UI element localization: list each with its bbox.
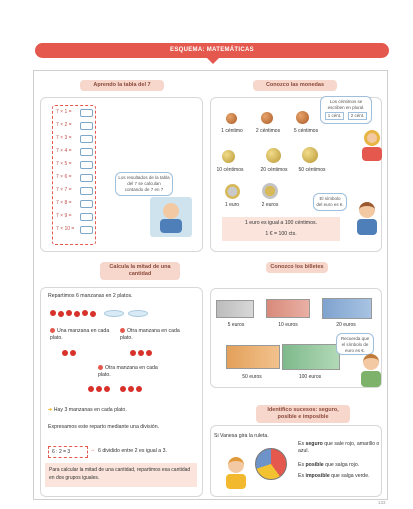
coin-50-cent	[302, 147, 318, 163]
apple-mark	[130, 350, 136, 356]
answer-box[interactable]	[80, 174, 93, 182]
bill-20-euros	[322, 298, 372, 319]
event-impossible-post: que salga verde.	[329, 473, 370, 479]
page-number: 133	[378, 500, 386, 505]
equivalence-line-2: 1 € = 100 cts.	[265, 231, 297, 237]
bill-50-euros	[226, 345, 280, 369]
result-line	[48, 407, 198, 414]
half-title: Calcula la mitad de una cantidad	[100, 262, 180, 280]
boy-thinking-illustration	[150, 197, 192, 237]
half-rule-note: Para calcular la mitad de una cantidad, repartimos esa cantidad en dos grupos iguales.	[45, 463, 197, 487]
coin-label: 1 céntimo	[221, 128, 243, 134]
coin-1-euro	[225, 184, 240, 199]
table-row: 7 × 10 =	[56, 226, 75, 232]
event-possible	[298, 462, 380, 469]
bill-100-euros	[282, 344, 340, 370]
step-bullet	[50, 328, 55, 333]
euro-symbol-bubble: El símbolo del euro es €.	[313, 193, 347, 211]
step-3-text: Otra manzana en cada plato.	[98, 365, 158, 378]
table-row: 7 × 6 =	[56, 174, 72, 180]
step-1-text: Una manzana en cada plato.	[50, 328, 110, 341]
table-row: 7 × 5 =	[56, 161, 72, 167]
table-row: 7 × 8 =	[56, 200, 72, 206]
bills-euro-bubble: Recuerda que el símbolo de euro es €.	[336, 333, 374, 355]
step-2-text: Otra manzana en cada plato.	[120, 328, 180, 341]
apple-mark	[70, 350, 76, 356]
coin-label: 10 céntimos	[216, 167, 244, 173]
table7-title: Aprendo la tabla del 7	[80, 80, 164, 91]
bill-label: 100 euros	[298, 374, 322, 380]
coin-2-cent	[261, 112, 273, 124]
answer-box[interactable]	[80, 226, 93, 234]
girl-bills-illustration	[356, 352, 386, 390]
event-impossible-pre: Es	[298, 473, 306, 479]
roulette-wheel	[255, 448, 287, 480]
bill-label: 5 euros	[227, 322, 245, 328]
answer-box[interactable]	[80, 122, 93, 130]
events-title: Identifico sucesos: seguro, posible e imposible	[256, 405, 350, 423]
coins-plural-bubble	[320, 96, 372, 124]
table-row: 7 × 7 =	[56, 187, 72, 193]
division-text: 6 dividido entre 2 es igual a 3.	[98, 448, 167, 454]
answer-box[interactable]	[80, 187, 93, 195]
half-intro: Repartimos 6 manzanas en 2 platos.	[48, 293, 133, 299]
bill-10-euros	[266, 299, 310, 318]
table-row: 7 × 2 =	[56, 122, 72, 128]
step-3	[98, 365, 158, 379]
answer-box[interactable]	[80, 200, 93, 208]
coin-label: 1 euro	[224, 202, 240, 208]
coin-label: 50 céntimos	[298, 167, 326, 173]
arrow-icon: ➔	[48, 407, 54, 413]
example-2: 2 cént.	[348, 112, 368, 120]
apple-mark	[146, 350, 152, 356]
girl-illustration	[358, 128, 388, 162]
coin-20-cent	[266, 148, 281, 163]
apple-mark	[62, 350, 68, 356]
boy-illustration	[352, 200, 382, 240]
girl-roulette-illustration	[222, 455, 252, 491]
bills-title: Conozco los billetes	[266, 262, 328, 273]
coin-label: 20 céntimos	[260, 167, 288, 173]
coin-2-euro	[262, 183, 278, 199]
express-text: Expresamos este reparto mediante una división.	[48, 424, 160, 430]
table-row: 7 × 3 =	[56, 135, 72, 141]
coin-1-cent	[226, 113, 237, 124]
coins-title: Conozco las monedas	[253, 80, 337, 91]
bill-label: 20 euros	[336, 322, 356, 328]
coins-plural-text: Los céntimos se escriben en plural.	[327, 99, 365, 110]
coin-label: 5 céntimos	[293, 128, 319, 134]
answer-box[interactable]	[80, 135, 93, 143]
table-row: 7 × 1 =	[56, 109, 72, 115]
event-possible-post: que salga rojo.	[323, 462, 360, 468]
result-text: Hay 3 manzanas en cada plato.	[53, 407, 127, 413]
step-2	[120, 328, 180, 342]
table-row: 7 × 9 =	[56, 213, 72, 219]
answer-box[interactable]	[80, 148, 93, 156]
bill-label: 10 euros	[278, 322, 298, 328]
answer-box[interactable]	[80, 213, 93, 221]
answer-box[interactable]	[80, 109, 93, 117]
coin-label: 2 euros	[261, 202, 279, 208]
event-certain-pre: Es	[298, 441, 306, 447]
event-impossible	[298, 473, 380, 480]
section-banner: ESQUEMA: MATEMÁTICAS	[35, 43, 389, 58]
table7-list	[52, 105, 96, 245]
event-certain	[298, 441, 380, 455]
events-intro: Si Vanesa gira la ruleta.	[214, 433, 269, 439]
bill-label: 50 euros	[242, 374, 262, 380]
event-certain-word: seguro	[305, 441, 323, 447]
answer-box[interactable]	[80, 161, 93, 169]
example-1: 1 cént.	[325, 112, 345, 120]
arrow-icon: →	[90, 447, 96, 453]
banner-arrow	[207, 58, 219, 64]
event-possible-pre: Es	[298, 462, 306, 468]
table-row: 7 × 4 =	[56, 148, 72, 154]
event-possible-word: posible	[305, 462, 324, 468]
table7-hint-bubble: Los resultados de la tabla del 7 se calculan contando de 7 en 7	[115, 172, 173, 196]
event-impossible-word: imposible	[305, 473, 330, 479]
step-1	[50, 328, 110, 342]
apple-mark	[138, 350, 144, 356]
coin-10-cent	[222, 150, 235, 163]
division-box: 6 : 2 = 3	[48, 446, 88, 458]
event-certain-post: que sale rojo, amarillo o azul.	[298, 441, 380, 454]
coin-label: 2 céntimos	[255, 128, 281, 134]
euro-equivalence-box	[222, 217, 340, 241]
step-bullet	[98, 365, 103, 370]
step-bullet	[120, 328, 125, 333]
bill-5-euros	[216, 300, 254, 318]
equivalence-line-1: 1 euro es igual a 100 céntimos.	[244, 220, 318, 226]
coin-5-cent	[296, 111, 309, 124]
